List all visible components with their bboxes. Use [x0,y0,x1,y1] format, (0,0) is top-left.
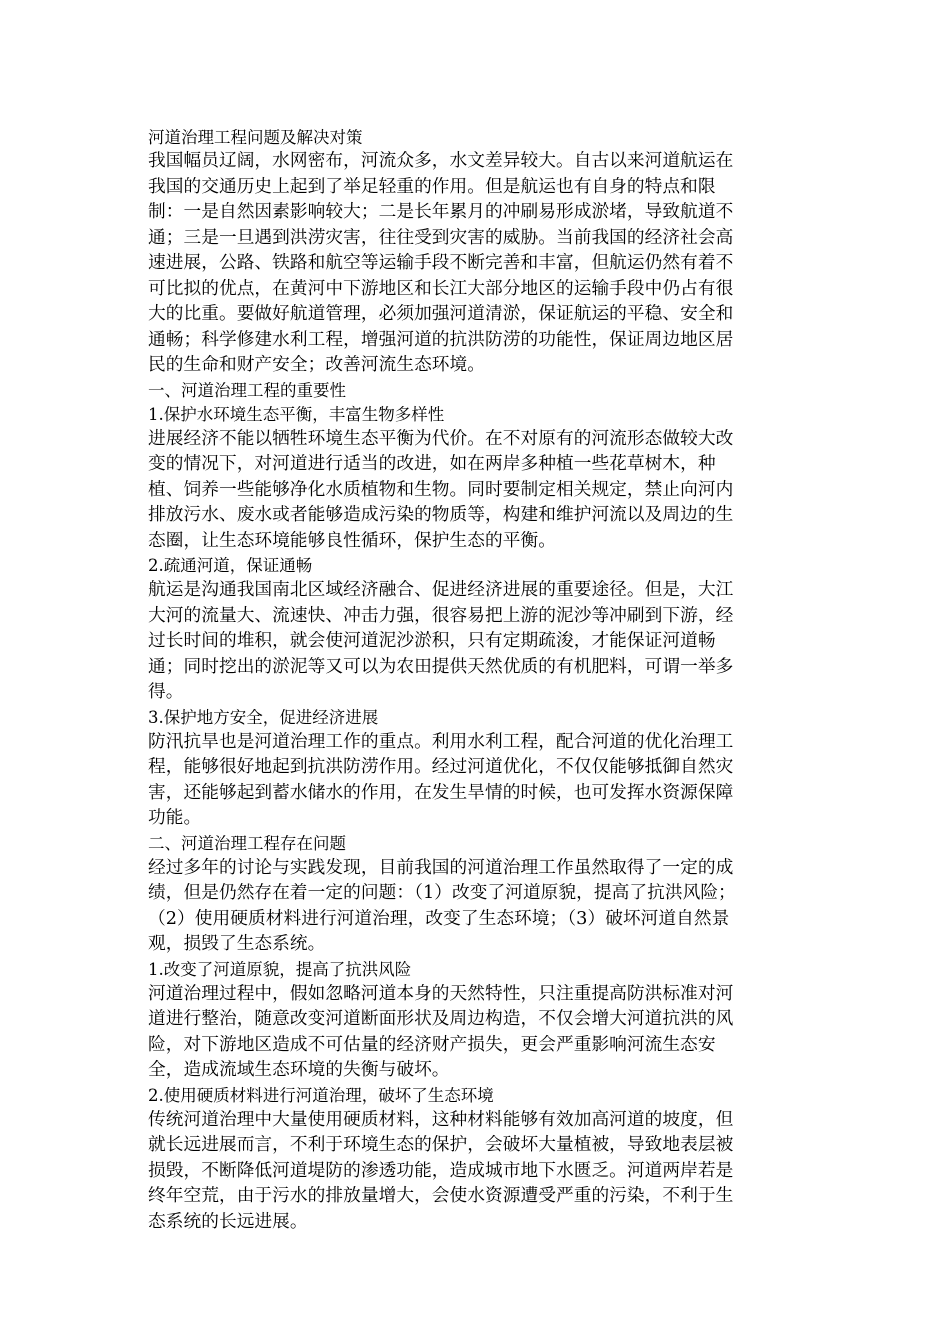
paragraph-line: 全，造成流域生态环境的失衡与破坏。 [148,1060,450,1080]
paragraph-line: 变的情况下，对河道进行适当的改进，如在两岸多种植一些花草树木，种 [148,454,716,474]
subsection-heading: 2.疏通河道，保证通畅 [148,556,313,575]
section-heading: 二、河道治理工程存在问题 [148,833,346,853]
document-page [148,126,788,1235]
paragraph-line: 态系统的长远进展。 [148,1211,308,1232]
paragraph-line: 速进展，公路、铁路和航空等运输手段不断完善和丰富，但航运仍然有着不 [148,253,734,273]
paragraph-line: 河道治理过程中，假如忽略河道本身的天然特性，只注重提高防洪标准对河 [148,983,734,1004]
subsection-paragraph [148,427,788,555]
subsection-paragraph [148,578,788,706]
subsection-heading: 2.使用硬质材料进行河道治理，破坏了生态环境 [148,1085,494,1105]
paragraph-line: 排放污水、废水或者能够造成污染的物质等，构建和维护河流以及周边的生 [148,505,734,525]
paragraph-line: 我国幅员辽阔，水网密布，河流众多，水文差异较大。自古以来河道航运在 [148,151,734,171]
paragraph-line: 功能。 [148,808,202,828]
paragraph-line: 防汛抗旱也是河道治理工作的重点。利用水利工程，配合河道的优化治理工 [148,731,734,752]
subsection-paragraph [148,982,788,1084]
paragraph-line: 大河的流量大、流速快、冲击力强，很容易把上游的泥沙等冲刷到下游，经 [148,605,734,626]
paragraph-line: 通畅；科学修建水利工程，增强河道的抗洪防涝的功能性，保证周边地区居 [148,329,734,350]
subsection-paragraph [148,730,788,832]
section-heading: 一、河道治理工程的重要性 [148,380,346,400]
paragraph-line: 道进行整治，随意改变河道断面形状及周边构造，不仅会增大河道抗洪的风 [148,1009,734,1029]
subsection-heading: 1.保护水环境生态平衡，丰富生物多样性 [148,404,445,424]
paragraph-line: 我国的交通历史上起到了举足轻重的作用。但是航运也有自身的特点和限 [148,176,716,197]
paragraph-line: 过长时间的堆积，就会使河道泥沙淤积，只有定期疏浚，才能保证河道畅 [148,631,716,651]
paragraph-line: 态圈，让生态环境能够良性循环，保护生态的平衡。 [148,530,556,551]
section-intro-paragraph [148,856,788,958]
paragraph-line: 就长远进展而言，不利于环境生态的保护，会破坏大量植被，导致地表层被 [148,1135,734,1155]
paragraph-line: 民的生命和财产安全；改善河流生态环境。 [148,355,486,375]
paragraph-line: 损毁，不断降低河道堤防的渗透功能，造成城市地下水匮乏。河道两岸若是 [148,1160,734,1181]
paragraph-line: 绩，但是仍然存在着一定的问题：（1）改变了河道原貌，提高了抗洪风险； [148,883,736,903]
paragraph-line: 害，还能够起到蓄水储水的作用，在发生旱情的时候，也可发挥水资源保障 [148,782,734,803]
paragraph-line: （2）使用硬质材料进行河道治理，改变了生态环境；（3）破坏河道自然景 [148,908,730,929]
paragraph-line: 植、饲养一些能够净化水质植物和生物。同时要制定相关规定，禁止向河内 [148,479,734,500]
paragraph-line: 通；同时挖出的淤泥等又可以为农田提供天然优质的有机肥料，可谓一举多 [148,656,734,677]
paragraph-line: 险，对下游地区造成不可估量的经济财产损失，更会严重影响河流生态安 [148,1034,716,1055]
paragraph-line: 经过多年的讨论与实践发现，目前我国的河道治理工作虽然取得了一定的成 [148,857,734,878]
intro-paragraph [148,149,788,379]
paragraph-line: 得。 [148,682,184,702]
paragraph-line: 通；三是一旦遇到洪涝灾害，往往受到灾害的威胁。当前我国的经济社会高 [148,227,734,248]
paragraph-line: 航运是沟通我国南北区域经济融合、促进经济进展的重要途径。但是，大江 [148,580,734,600]
paragraph-line: 终年空荒，由于污水的排放量增大，会使水资源遭受严重的污染，不利于生 [148,1186,734,1206]
paragraph-line: 可比拟的优点，在黄河中下游地区和长江大部分地区的运输手段中仍占有很 [148,278,734,299]
paragraph-line: 进展经济不能以牺牲环境生态平衡为代价。在不对原有的河流形态做较大改 [148,428,734,449]
subsection-heading: 1.改变了河道原貌，提高了抗洪风险 [148,959,412,979]
subsection-heading: 3.保护地方安全，促进经济进展 [148,707,379,727]
paragraph-line: 传统河道治理中大量使用硬质材料，这种材料能够有效加高河道的坡度，但 [148,1109,734,1130]
paragraph-line: 大的比重。要做好航道管理，必须加强河道清淤，保证航运的平稳、安全和 [148,304,734,324]
paragraph-line: 程，能够很好地起到抗洪防涝作用。经过河道优化，不仅仅能够抵御自然灾 [148,757,734,777]
paragraph-line: 制：一是自然因素影响较大；二是长年累月的冲刷易形成淤堵，导致航道不 [148,202,734,222]
subsection-paragraph [148,1108,788,1236]
paragraph-line: 观，损毁了生态系统。 [148,934,326,954]
document-title: 河道治理工程问题及解决对策 [148,128,363,147]
